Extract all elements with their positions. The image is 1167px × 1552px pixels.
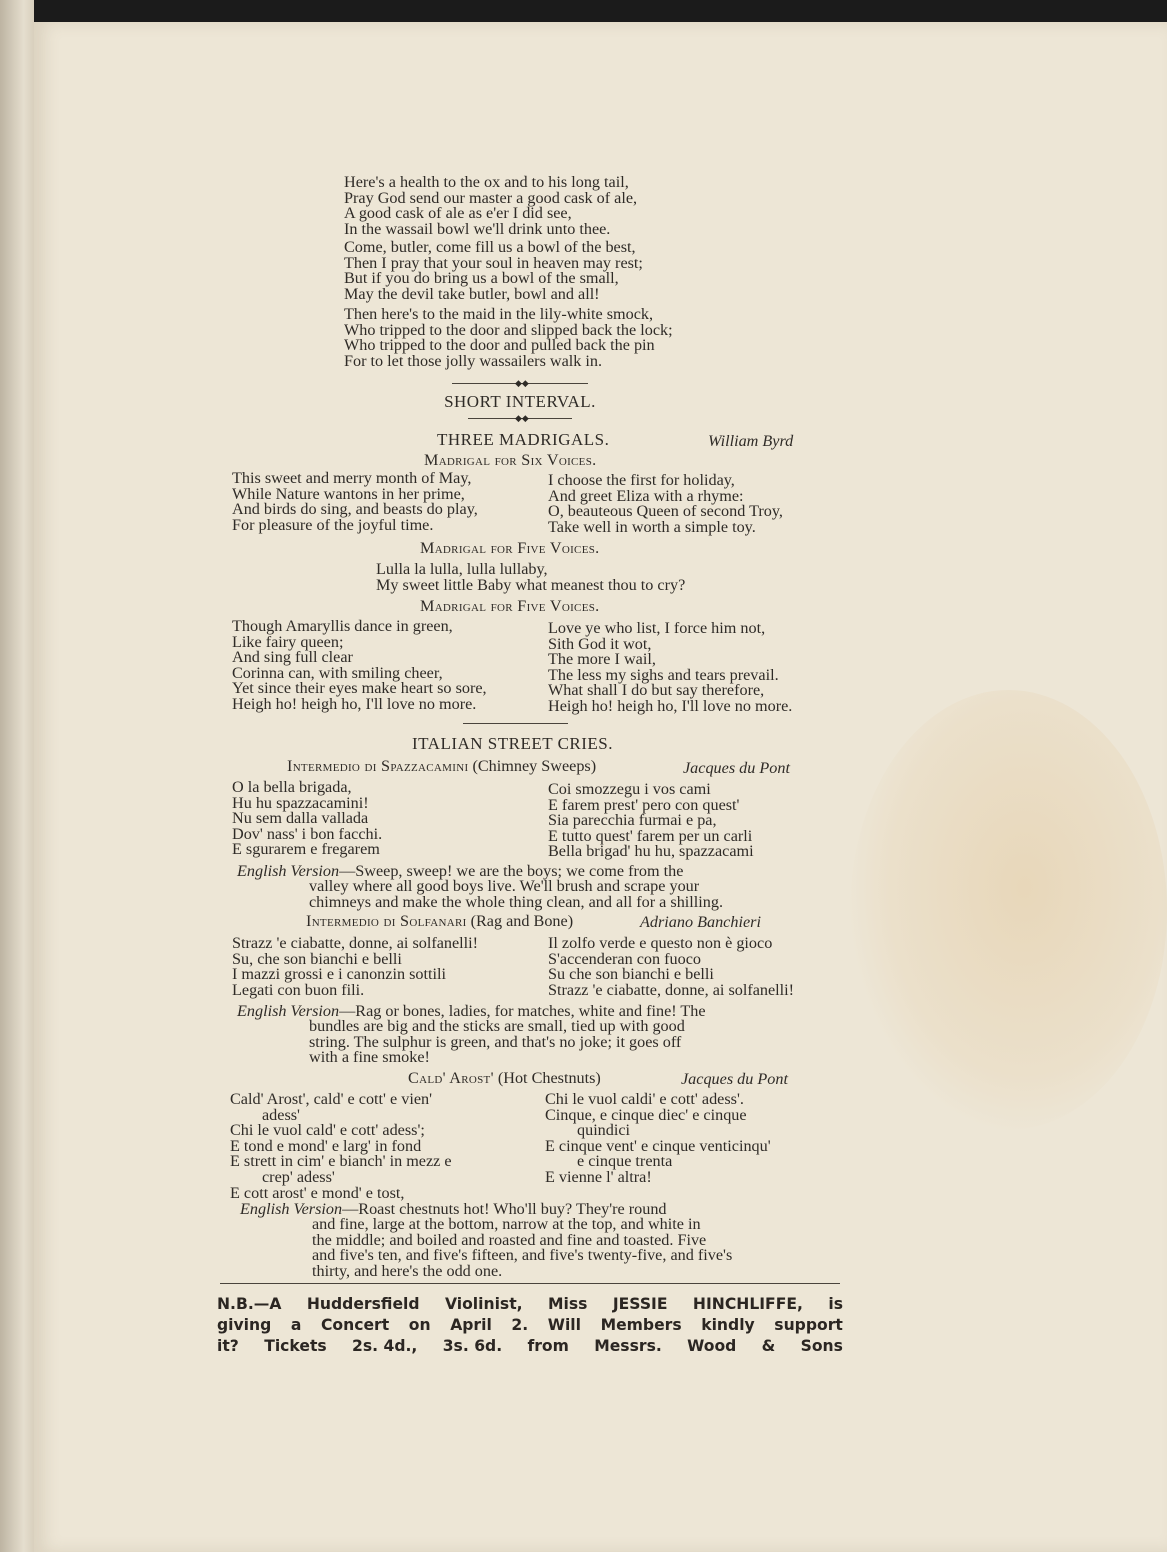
notice-word: Wood bbox=[687, 1337, 737, 1355]
verse-line: E cinque vent' e cinque venticinqu' bbox=[545, 1136, 771, 1155]
verse-line: And greet Eliza with a rhyme: bbox=[548, 486, 744, 505]
wassail-stanza-2 bbox=[344, 240, 643, 303]
cry-3-heading bbox=[408, 1071, 601, 1087]
verse-line: Chi le vuol cald' e cott' adess'; bbox=[230, 1121, 425, 1140]
cry-3-english-version bbox=[240, 1202, 820, 1279]
verse-line: Who tripped to the door and slipped back the lock; bbox=[344, 320, 673, 339]
verse-line: But if you do bring us a bowl of the small, bbox=[344, 269, 619, 288]
verse-line: Love ye who list, I force him not, bbox=[548, 619, 766, 637]
verse-line: Cald' Arost', cald' e cott' e vien' bbox=[230, 1090, 433, 1108]
cry-3-left bbox=[230, 1092, 452, 1201]
verse-line: And birds do sing, and beasts do play, bbox=[232, 500, 478, 519]
verse-line: Take well in worth a simple toy. bbox=[548, 517, 756, 536]
notice-word: Will bbox=[547, 1316, 581, 1334]
verse-line: E vienne l' altra! bbox=[545, 1167, 652, 1186]
verse-line: Though Amaryllis dance in green, bbox=[232, 617, 453, 635]
notice-word: 3s. 6d. bbox=[442, 1337, 503, 1355]
cry-1-composer: Jacques du Pont bbox=[683, 759, 790, 777]
verse-line: I mazzi grossi e i canonzin sottili bbox=[232, 965, 446, 984]
verse-line: What shall I do but say therefore, bbox=[548, 681, 765, 700]
madrigal-1-right bbox=[548, 473, 783, 535]
wassail-stanza-3 bbox=[344, 307, 673, 370]
cry-2-left bbox=[232, 936, 478, 998]
notice-word: Miss bbox=[548, 1295, 588, 1313]
notice-word: & bbox=[761, 1337, 776, 1355]
verse-line: Hu hu spazzacamini! bbox=[232, 793, 369, 812]
divider-ornament: ◆◆ bbox=[515, 378, 529, 388]
verse-line: Su che son bianchi e belli bbox=[548, 965, 714, 984]
madrigal-2-lines bbox=[376, 562, 685, 593]
short-interval-heading: SHORT INTERVAL. bbox=[444, 392, 596, 411]
verse-line: quindici bbox=[577, 1121, 631, 1140]
english-version-text: chimneys and make the whole thing clean, and all for a shilling. bbox=[309, 892, 724, 911]
page-stain bbox=[850, 690, 1167, 1130]
italian-title: ITALIAN STREET CRIES. bbox=[412, 734, 614, 753]
madrigal-3-right bbox=[548, 621, 792, 715]
english-version-label: English Version bbox=[237, 1002, 340, 1020]
verse-line: A good cask of ale as e'er I did see, bbox=[344, 204, 572, 223]
notice-word: giving bbox=[217, 1316, 272, 1334]
english-version-text: with a fine smoke! bbox=[309, 1048, 430, 1067]
notice-word: Concert bbox=[320, 1316, 390, 1334]
verse-line: For pleasure of the joyful time. bbox=[232, 515, 434, 534]
notice-line-3 bbox=[217, 1336, 843, 1357]
notice-rule bbox=[220, 1283, 840, 1284]
verse-line: E tutto quest' farem per un carli bbox=[548, 826, 753, 845]
verse-line: S'accenderan con fuoco bbox=[548, 949, 702, 968]
verse-line: Pray God send our master a good cask of ale, bbox=[344, 188, 638, 207]
notice-word: kindly bbox=[701, 1316, 755, 1334]
cry-3-right bbox=[545, 1092, 771, 1186]
divider-rule bbox=[463, 723, 568, 724]
wassail-stanza-1 bbox=[344, 175, 637, 238]
cry-heading-label: Intermedio di Solfanari bbox=[306, 912, 467, 930]
cry-subtitle: (Chimney Sweeps) bbox=[472, 757, 597, 775]
cry-1-left bbox=[232, 780, 382, 858]
notice-word: from bbox=[527, 1337, 569, 1355]
english-version-text: bundles are big and the sticks are small, tied up with good bbox=[309, 1017, 685, 1036]
cry-2-english-version bbox=[237, 1004, 817, 1066]
verse-line: Here's a health to the ox and to his long tail, bbox=[344, 173, 629, 191]
madrigal-1-heading: Madrigal for Six Voices. bbox=[424, 451, 597, 469]
english-version-label: English Version bbox=[237, 862, 340, 880]
verse-line: Come, butler, come fill us a bowl of the best, bbox=[344, 238, 636, 256]
english-version-text: string. The sulphur is green, and that's no joke; it goes off bbox=[309, 1032, 682, 1051]
verse-line: Lulla la lulla, lulla lullaby, bbox=[376, 560, 548, 578]
verse-line: Su, che son bianchi e belli bbox=[232, 949, 402, 968]
notice-word: Sons bbox=[800, 1337, 843, 1355]
verse-line: Cinque, e cinque diec' e cinque bbox=[545, 1105, 747, 1124]
english-version-text: valley where all good boys live. We'll brush and scrape your bbox=[309, 877, 700, 896]
cry-2-composer: Adriano Banchieri bbox=[640, 913, 761, 931]
verse-line: I choose the first for holiday, bbox=[548, 471, 735, 489]
english-version-text: the middle; and boiled and roasted and fine and toasted. Five bbox=[312, 1230, 707, 1249]
english-version-text: —Roast chestnuts hot! Who'll buy? They're round bbox=[342, 1200, 667, 1218]
english-version-text: and fine, large at the bottom, narrow at the top, and white in bbox=[312, 1215, 701, 1234]
notice-word: a bbox=[290, 1316, 302, 1334]
verse-line: Heigh ho! heigh ho, I'll love no more. bbox=[232, 694, 477, 713]
notice-word: 2s. 4d., bbox=[352, 1337, 418, 1355]
english-version-label: English Version bbox=[240, 1200, 343, 1218]
english-version-text: —Rag or bones, ladies, for matches, white and fine! The bbox=[339, 1002, 706, 1020]
verse-line: E cott arost' e mond' e tost, bbox=[230, 1183, 405, 1202]
verse-line: Sia parecchia furmai e pa, bbox=[548, 811, 717, 830]
cry-1-heading bbox=[287, 759, 596, 775]
madrigal-3-left bbox=[232, 619, 487, 713]
english-version-text: —Sweep, sweep! we are the boys; we come from the bbox=[339, 862, 684, 880]
verse-line: O, beauteous Queen of second Troy, bbox=[548, 502, 783, 521]
notice-word: N.B.—A bbox=[217, 1295, 282, 1313]
madrigals-composer: William Byrd bbox=[708, 432, 794, 450]
verse-line: Strazz 'e ciabatte, donne, ai solfanelli! bbox=[548, 980, 795, 999]
verse-line: Yet since their eyes make heart so sore, bbox=[232, 679, 487, 698]
notice-word: Tickets bbox=[264, 1337, 327, 1355]
notice-line-2 bbox=[217, 1315, 843, 1336]
cry-subtitle: (Hot Chestnuts) bbox=[497, 1069, 601, 1087]
verse-line: Dov' nass' i bon facchi. bbox=[232, 824, 383, 843]
verse-line: E strett in cim' e bianch' in mezz e bbox=[230, 1152, 452, 1171]
verse-line: E farem prest' pero con quest' bbox=[548, 795, 740, 814]
verse-line: E sgurarem e fregarem bbox=[232, 840, 380, 859]
verse-line: In the wassail bowl we'll drink unto thee. bbox=[344, 220, 611, 239]
verse-line: May the devil take butler, bowl and all! bbox=[344, 285, 600, 304]
notice-word: is bbox=[828, 1295, 843, 1313]
notice-word: JESSIE bbox=[612, 1295, 668, 1313]
verse-line: The more I wail, bbox=[548, 650, 656, 669]
madrigal-3-heading: Madrigal for Five Voices. bbox=[420, 597, 600, 615]
cry-2-right bbox=[548, 936, 794, 998]
verse-line: The less my sighs and tears prevail. bbox=[548, 665, 779, 684]
concert-notice bbox=[217, 1294, 843, 1357]
cry-3-composer: Jacques du Pont bbox=[681, 1070, 788, 1088]
notice-line-1 bbox=[217, 1294, 843, 1315]
verse-line: O la bella brigada, bbox=[232, 778, 352, 796]
madrigal-1-left bbox=[232, 471, 478, 533]
verse-line: Sith God it wot, bbox=[548, 634, 652, 653]
verse-line: This sweet and merry month of May, bbox=[232, 469, 472, 487]
notice-word: 2. bbox=[511, 1316, 529, 1334]
verse-line: For to let those jolly wassailers walk in. bbox=[344, 352, 603, 371]
verse-line: Then I pray that your soul in heaven may rest; bbox=[344, 253, 643, 272]
cry-subtitle: (Rag and Bone) bbox=[470, 912, 574, 930]
notice-word: Members bbox=[600, 1316, 682, 1334]
notice-word: support bbox=[774, 1316, 843, 1334]
verse-line: Corinna can, with smiling cheer, bbox=[232, 663, 443, 682]
book-spine bbox=[0, 0, 34, 1552]
notice-word: Messrs. bbox=[594, 1337, 662, 1355]
verse-line: While Nature wantons in her prime, bbox=[232, 484, 465, 503]
cry-1-english-version bbox=[237, 864, 817, 910]
verse-line: Then here's to the maid in the lily-white smock, bbox=[344, 305, 654, 323]
notice-word: it? bbox=[217, 1337, 239, 1355]
verse-line: Chi le vuol caldi' e cott' adess'. bbox=[545, 1090, 744, 1108]
english-version-text: and five's ten, and five's fifteen, and five's twenty-five, and five's bbox=[312, 1246, 733, 1265]
notice-word: HINCHLIFFE, bbox=[692, 1295, 803, 1313]
verse-line: Who tripped to the door and pulled back the pin bbox=[344, 336, 655, 355]
verse-line: E tond e mond' e larg' in fond bbox=[230, 1136, 422, 1155]
verse-line: And sing full clear bbox=[232, 648, 353, 667]
verse-line: crep' adess' bbox=[262, 1167, 335, 1186]
notice-word: Violinist, bbox=[444, 1295, 523, 1313]
verse-line: adess' bbox=[262, 1105, 300, 1124]
cry-1-right bbox=[548, 782, 754, 860]
verse-line: e cinque trenta bbox=[577, 1152, 673, 1171]
notice-word: April bbox=[450, 1316, 492, 1334]
verse-line: Nu sem dalla vallada bbox=[232, 809, 369, 828]
verse-line: Legati con buon fili. bbox=[232, 980, 365, 999]
madrigal-2-heading: Madrigal for Five Voices. bbox=[420, 539, 600, 557]
divider-ornament: ◆◆ bbox=[515, 413, 529, 423]
notice-word: on bbox=[408, 1316, 431, 1334]
verse-line: Heigh ho! heigh ho, I'll love no more. bbox=[548, 696, 793, 715]
verse-line: Coi smozzegu i vos cami bbox=[548, 780, 711, 798]
cry-heading-label: Cald' Arost' bbox=[408, 1069, 494, 1087]
english-version-text: thirty, and here's the odd one. bbox=[312, 1261, 503, 1280]
verse-line: Il zolfo verde e questo non è gioco bbox=[548, 934, 773, 952]
cry-2-heading bbox=[306, 914, 573, 930]
notice-word: Huddersfield bbox=[306, 1295, 420, 1313]
cry-heading-label: Intermedio di Spazzacamini bbox=[287, 757, 469, 775]
verse-line: My sweet little Baby what meanest thou to cry? bbox=[376, 575, 686, 594]
madrigals-title: THREE MADRIGALS. bbox=[437, 430, 610, 449]
verse-line: Bella brigad' hu hu, spazzacami bbox=[548, 842, 754, 861]
verse-line: Strazz 'e ciabatte, donne, ai solfanelli! bbox=[232, 934, 479, 952]
verse-line: Like fairy queen; bbox=[232, 632, 344, 651]
